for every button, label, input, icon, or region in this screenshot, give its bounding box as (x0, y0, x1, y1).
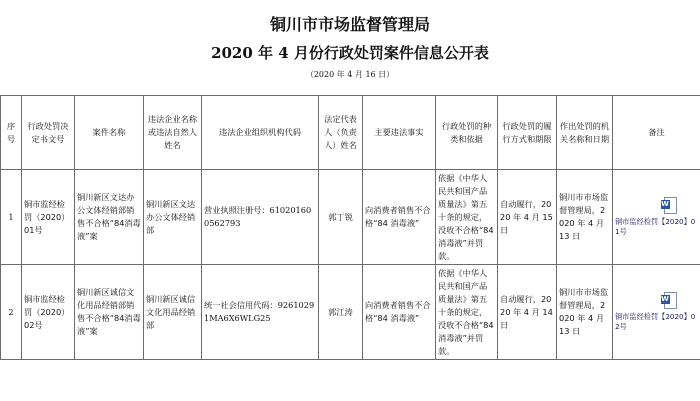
cell-company: 铜川新区诚信文化用品经销部 (144, 265, 202, 360)
cell-company: 铜川新区文达办公文体经销部 (144, 170, 202, 265)
column-header: 违法企业名称或违法自然人姓名 (144, 96, 202, 170)
column-header: 行政处罚的种类和依据 (436, 96, 498, 170)
cell-legal-rep: 郭江涛 (319, 265, 363, 360)
page-subtitle: 2020 年 4 月份行政处罚案件信息公开表 (211, 44, 489, 62)
attachment-label[interactable]: 铜市监经检罚【2020】02号 (615, 312, 696, 331)
column-header: 行政处罚决定书文号 (22, 96, 75, 170)
cell-case-name: 铜川新区诚信文化用品经销部销售不合格“84消毒液”案 (75, 265, 144, 360)
table-row (1, 170, 700, 265)
cell-legal-rep: 郭丁锐 (319, 170, 363, 265)
cell-org-code: 营业执照注册号：610201600562793 (202, 170, 319, 265)
column-header: 行政处罚的履行方式和期限 (498, 96, 557, 170)
page-title: 铜川市市场监督管理局 (269, 15, 430, 34)
table-header-row (1, 96, 700, 170)
column-header: 违法企业组织机构代码 (202, 96, 319, 170)
cell-no: 1 (1, 170, 22, 265)
word-document-icon[interactable]: W (661, 197, 675, 214)
cell-execution: 自动履行，2020 年 4 月 14 日 (498, 265, 557, 360)
table-row (1, 265, 700, 360)
cell-org-code: 统一社会信用代码：92610291MA6X6WLG25 (202, 265, 319, 360)
cell-remark[interactable] (613, 265, 700, 360)
cell-doc-no: 铜市监经检罚（2020）02号 (22, 265, 75, 360)
column-header: 案件名称 (75, 96, 144, 170)
column-header: 主要违法事实 (363, 96, 436, 170)
cell-authority: 铜川市市场监督管理局，2020 年 4 月 13 日 (557, 170, 613, 265)
attachment-label[interactable]: 铜市监经检罚【2020】01号 (615, 217, 696, 236)
publish-date: （2020 年 4 月 16 日） (305, 70, 395, 79)
cell-no: 2 (1, 265, 22, 360)
word-document-icon[interactable]: W (661, 292, 675, 309)
attachment-link[interactable] (615, 197, 698, 237)
cell-remark[interactable] (613, 170, 700, 265)
column-header: 作出处罚的机关名称和日期 (557, 96, 613, 170)
cell-facts: 向消费者销售不合格“84 消毒液” (363, 265, 436, 360)
cell-penalty: 依据《中华人民共和国产品质量法》第五十条的规定，没收不合格“84 消毒液”并罚款。 (436, 170, 498, 265)
column-header: 法定代表人（负责人）姓名 (319, 96, 363, 170)
attachment-link[interactable] (615, 292, 698, 332)
column-header: 序号 (1, 96, 22, 170)
cell-case-name: 铜川新区文达办公文体经销部销售不合格“84消毒液”案 (75, 170, 144, 265)
cell-facts: 向消费者销售不合格“84 消毒液” (363, 170, 436, 265)
cell-authority: 铜川市市场监督管理局，2020 年 4 月 13 日 (557, 265, 613, 360)
column-header: 备注 (613, 96, 700, 170)
penalty-table (0, 95, 700, 360)
cell-penalty: 依据《中华人民共和国产品质量法》第五十条的规定，没收不合格“84 消毒液”并罚款。 (436, 265, 498, 360)
cell-doc-no: 铜市监经检罚（2020）01号 (22, 170, 75, 265)
cell-execution: 自动履行，2020 年 4 月 15 日 (498, 170, 557, 265)
